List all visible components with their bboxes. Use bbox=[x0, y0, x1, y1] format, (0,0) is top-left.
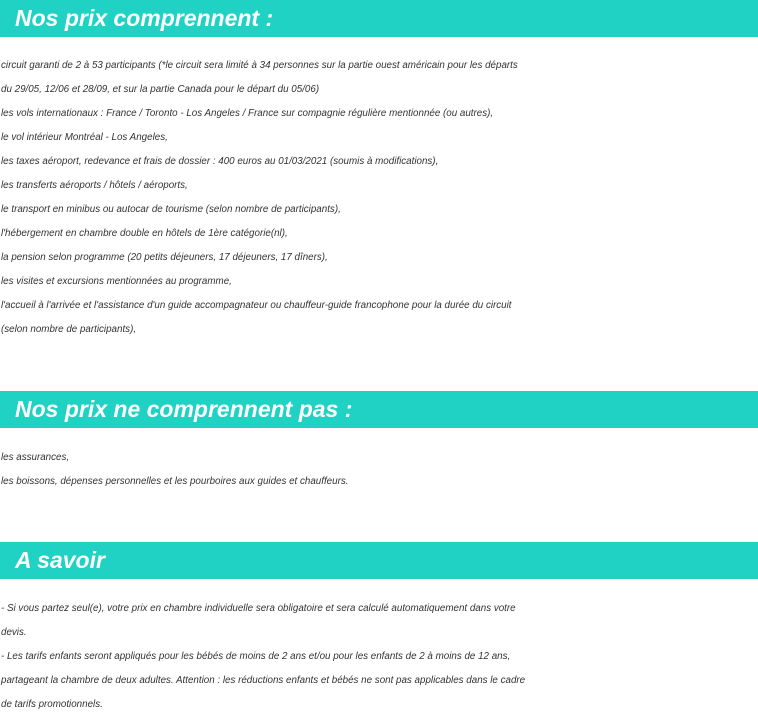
included-line: l'accueil à l'arrivée et l'assistance d'un guide accompagnateur ou chauffeur-guide francophone pour la durée du circuit bbox=[1, 300, 512, 311]
included-line: du 29/05, 12/06 et 28/09, et sur la partie Canada pour le départ du 05/06) bbox=[1, 84, 320, 95]
excluded-list bbox=[1, 446, 758, 494]
included-line: les visites et excursions mentionnées au programme, bbox=[1, 276, 232, 287]
info-list bbox=[1, 597, 758, 717]
included-line: les transferts aéroports / hôtels / aéroports, bbox=[1, 180, 188, 191]
info-line: de tarifs promotionnels. bbox=[1, 699, 103, 710]
included-line: circuit garanti de 2 à 53 participants (*le circuit sera limité à 34 personnes sur la partie ouest américain pour les départs bbox=[1, 60, 518, 71]
included-line: les taxes aéroport, redevance et frais de dossier : 400 euros au 01/03/2021 (soumis à modifications), bbox=[1, 156, 439, 167]
info-line: partageant la chambre de deux adultes. Attention : les réductions enfants et bébés ne sont pas applicables dans le cadre bbox=[1, 675, 526, 686]
excluded-line: les assurances, bbox=[1, 452, 70, 463]
included-line: les vols internationaux : France / Toronto - Los Angeles / France sur compagnie régulière mentionnée (ou autres), bbox=[1, 108, 494, 119]
included-line: le vol intérieur Montréal - Los Angeles, bbox=[1, 132, 168, 143]
info-line: devis. bbox=[1, 627, 27, 638]
included-line: la pension selon programme (20 petits déjeuners, 17 déjeuners, 17 dîners), bbox=[1, 252, 328, 263]
info-line: - Si vous partez seul(e), votre prix en chambre individuelle sera obligatoire et sera calculé automatiquement dans votre bbox=[1, 603, 516, 614]
included-line: l'hébergement en chambre double en hôtels de 1ère catégorie(nl), bbox=[1, 228, 288, 239]
included-list bbox=[1, 54, 758, 342]
included-line: (selon nombre de participants), bbox=[1, 324, 137, 335]
included-line: le transport en minibus ou autocar de tourisme (selon nombre de participants), bbox=[1, 204, 341, 215]
excluded-line: les boissons, dépenses personnelles et les pourboires aux guides et chauffeurs. bbox=[1, 476, 349, 487]
excluded-section-title: Nos prix ne comprennent pas : bbox=[0, 391, 758, 428]
info-section-title: A savoir bbox=[0, 542, 758, 579]
included-section-title: Nos prix comprennent : bbox=[0, 0, 758, 37]
info-line: - Les tarifs enfants seront appliqués pour les bébés de moins de 2 ans et/ou pour les enfants de 2 à moins de 12 ans, bbox=[1, 651, 511, 662]
